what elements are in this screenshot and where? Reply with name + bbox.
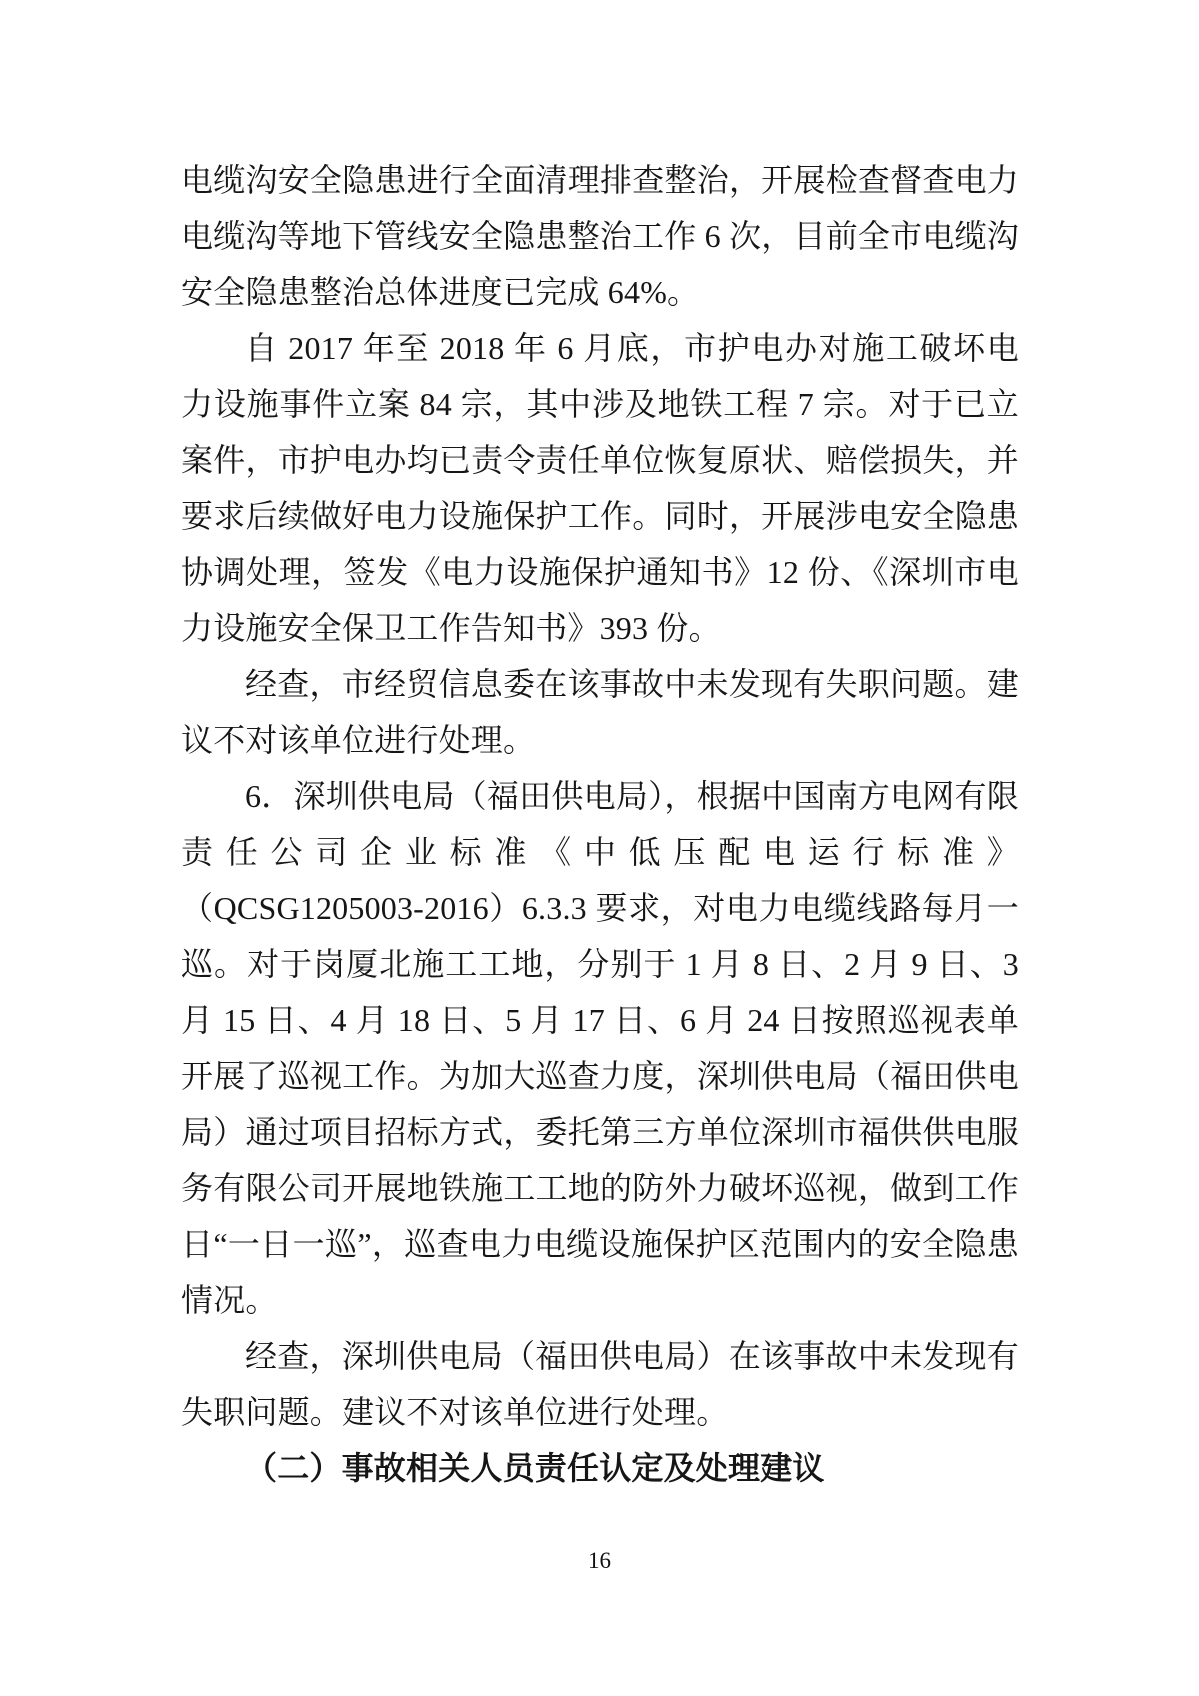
body-paragraph-5: 经查，深圳供电局（福田供电局）在该事故中未发现有失职问题。建议不对该单位进行处理。 bbox=[181, 1338, 1019, 1430]
body-paragraph-1: 电缆沟安全隐患进行全面清理排查整治，开展检查督查电力电缆沟等地下管线安全隐患整治工作 6 次，目前全市电缆沟安全隐患整治总体进度已完成 64%。 bbox=[181, 162, 1019, 310]
body-paragraph-3: 经查，市经贸信息委在该事故中未发现有失职问题。建议不对该单位进行处理。 bbox=[181, 666, 1019, 758]
page-number: 16 bbox=[588, 1548, 611, 1573]
document-body bbox=[181, 152, 1019, 1496]
section-heading: （二）事故相关人员责任认定及处理建议 bbox=[245, 1450, 825, 1486]
body-paragraph-4: 6．深圳供电局（福田供电局），根据中国南方电网有限责任公司企业标准《中低压配电运行标准》（QCSG1205003-2016）6.3.3 要求，对电力电缆线路每月一巡。对于岗厦北施工工地，分别于 1 月 8 日、2 月 9 日、3 月 15 日、4 月 18 日、5 月 17 日、6 月 24 日按照巡视表单开展了巡视工作。为加大巡查力度，深圳供电局（福田供电局）通过项目招标方式，委托第三方单位深圳市福供供电服务有限公司开展地铁施工工地的防外力破坏巡视，做到工作日“一日一巡”，巡查电力电缆设施保护区范围内的安全隐患情况。 bbox=[181, 778, 1019, 1318]
body-paragraph-2: 自 2017 年至 2018 年 6 月底，市护电办对施工破坏电力设施事件立案 84 宗，其中涉及地铁工程 7 宗。对于已立案件，市护电办均已责令责任单位恢复原状、赔偿损失，并要求后续做好电力设施保护工作。同时，开展涉电安全隐患协调处理，签发《电力设施保护通知书》12 份、《深圳市电力设施安全保卫工作告知书》393 份。 bbox=[181, 330, 1019, 646]
